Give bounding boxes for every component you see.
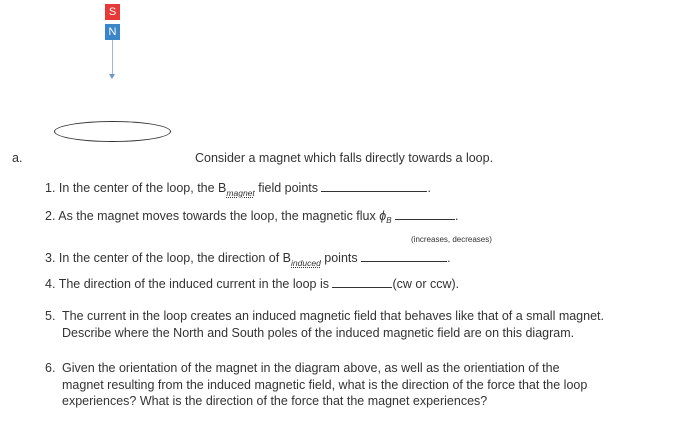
item-4	[45, 277, 459, 292]
item-2-answer-blank	[395, 209, 455, 220]
question-intro: Consider a magnet which falls directly towards a loop.	[195, 151, 494, 165]
item-4-options: (cw or ccw).	[392, 277, 460, 291]
item-3-number: 3.	[45, 251, 56, 265]
item-5-line-2: Describe where the North and South poles of the induced magnetic field are on this diagram.	[62, 325, 575, 340]
fall-arrow-head-icon	[109, 74, 115, 79]
item-5-line-1: The current in the loop creates an induced magnetic field that behaves like that of a small magnet.	[62, 309, 604, 323]
item-5-number: 5.	[45, 309, 56, 323]
magnet-south-pole: S	[105, 4, 120, 20]
item-1: 1. In the center of the loop, the $B_{magnet}$ field points .	[45, 181, 431, 198]
item-6-line-3: experiences? What is the direction of the force that the magnet experiences?	[62, 394, 488, 408]
wire-loop	[54, 121, 171, 142]
item-2-hint: (increases, decreases)	[411, 235, 492, 244]
item-1-answer-blank	[321, 181, 427, 192]
item-6	[62, 360, 587, 410]
item-2-flux-symbol: ϕ	[379, 209, 387, 223]
item-3-answer-blank	[361, 251, 447, 262]
item-3-subscript: induced	[291, 258, 321, 268]
item-2: 2. As the magnet moves towards the loop, the magnetic flux $\phi_B$ .	[45, 209, 459, 225]
item-2-text: As the magnet moves towards the loop, the magnetic flux	[58, 209, 380, 223]
question-letter: a.	[12, 151, 23, 165]
item-6-number: 6.	[45, 361, 56, 375]
item-6-line-1: Given the orientation of the magnet in the diagram above, as well as the orientiation of the	[62, 361, 560, 375]
item-3-text: In the center of the loop, the direction of B	[58, 251, 292, 265]
fall-arrow-line	[112, 40, 113, 75]
item-2-number: 2.	[45, 209, 56, 223]
item-1-number: 1.	[45, 181, 56, 195]
item-1-subscript: magnet	[226, 188, 255, 198]
item-4-answer-blank	[332, 277, 392, 288]
item-3: 3. In the center of the loop, the direction of $B_{induced}$ points .	[45, 251, 451, 268]
magnet-north-pole: N	[105, 24, 120, 40]
item-1-text-after: field points	[254, 181, 318, 195]
item-2-flux-subscript: B	[386, 216, 392, 225]
item-3-text-after: points	[320, 251, 358, 265]
item-4-text: The direction of the induced current in the loop is	[58, 277, 329, 291]
item-5	[62, 308, 604, 341]
item-4-number: 4.	[45, 277, 56, 291]
item-6-line-2: magnet resulting from the induced magnetic field, what is the direction of the force that the loop	[62, 377, 588, 392]
item-1-text: In the center of the loop, the B	[58, 181, 227, 195]
